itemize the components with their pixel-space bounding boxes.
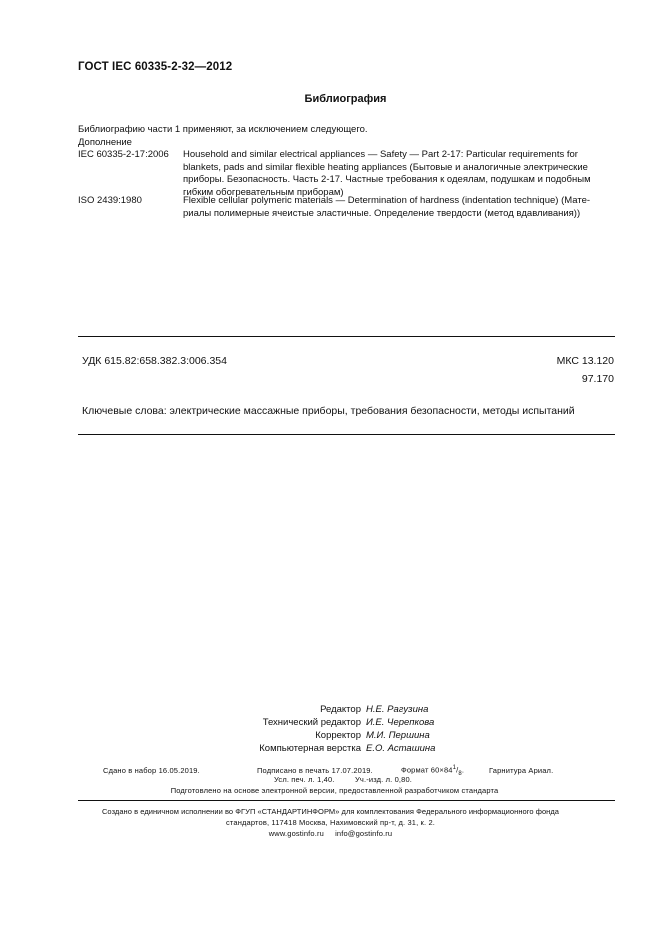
credit-name: Н.Е. Рагузина [366,704,429,715]
publisher-line: Создано в единичном исполнении во ФГУП «СТАНДАРТИНФОРМ» для комплектования Федерального информационного фонда [101,807,560,816]
publisher-website[interactable]: www.gostinfo.ru [268,829,324,838]
credit-role: Редактор [320,704,361,715]
bibliography-intro: Библиографию части 1 применяют, за исключением следующего. [78,124,368,135]
standard-code: ГОСТ IEC 60335-2-32—2012 [78,61,233,73]
imprint-sent: Сдано в набор 16.05.2019. [103,766,200,775]
bibliography-title: Библиография [304,93,387,105]
credit-row [0,730,661,743]
credit-role: Технический редактор [262,717,361,728]
credit-name: И.Е. Черепкова [366,717,435,728]
credit-row [0,704,661,717]
publisher-contacts [0,829,661,838]
format-suffix: . [461,765,465,775]
reference-line: приборы. Безопасность. Часть 2-17. Частные требования к одеялам, подушкам и подобным [183,174,591,185]
reference-line: гибким обогревательным приборам) [183,186,344,198]
imprint-print-sheets: Усл. печ. л. 1,40. [274,775,335,784]
reference-text [183,195,615,220]
divider-bottom [78,434,615,435]
reference-line: риалы полимерные ячеистые эластичные. Определение твердости (метод вдавливания)) [183,207,581,219]
divider-top [78,336,615,337]
imprint-typeface: Гарнитура Ариал. [489,766,554,775]
reference-line: Household and similar electrical appliances — Safety — Part 2-17: Particular requirements for [183,149,578,160]
imprint-prepared: Подготовлено на основе электронной версии, предоставленной разработчиком стандарта [170,786,499,795]
format-sub: 8 [458,771,462,777]
supplement-label: Дополнение [78,137,132,148]
reference-text [183,149,615,199]
credit-row [0,717,661,730]
imprint-format: Формат $60\times 84^1/_8$. [401,765,465,777]
reference-code: IEC 60335-2-17:2006 [78,149,169,160]
divider-publisher [78,800,615,801]
reference-line: Flexible cellular polymeric materials — Determination of hardness (indentation technique) (Мате- [183,195,591,206]
keywords: Ключевые слова: электрические массажные приборы, требования безопасности, методы испытаний [82,405,575,417]
mks-code-secondary: 97.170 [581,373,614,385]
credit-role: Корректор [315,730,361,741]
publisher-email[interactable]: info@gostinfo.ru [335,829,393,838]
credit-row [0,743,661,756]
mks-code: МКС 13.120 [556,355,614,367]
reference-line: blankets, pads and similar flexible heating appliances (Бытовые и аналогичные электрические [183,161,588,173]
udk-code: УДК 615.82:658.382.3:006.354 [82,355,227,367]
publisher-address: стандартов, 117418 Москва, Нахимовский пр-т, д. 31, к. 2. [225,818,436,827]
imprint-pub-sheets: Уч.-изд. л. 0,80. [355,775,413,784]
reference-code: ISO 2439:1980 [78,195,142,206]
imprint-signed: Подписано в печать 17.07.2019. [257,766,373,775]
credit-name: М.И. Першина [366,730,430,741]
credit-role: Компьютерная верстка [259,743,361,754]
format-sup: 1 [452,765,457,771]
credit-name: Е.О. Асташина [366,743,436,754]
format-prefix: Формат 60×84 [401,765,453,775]
